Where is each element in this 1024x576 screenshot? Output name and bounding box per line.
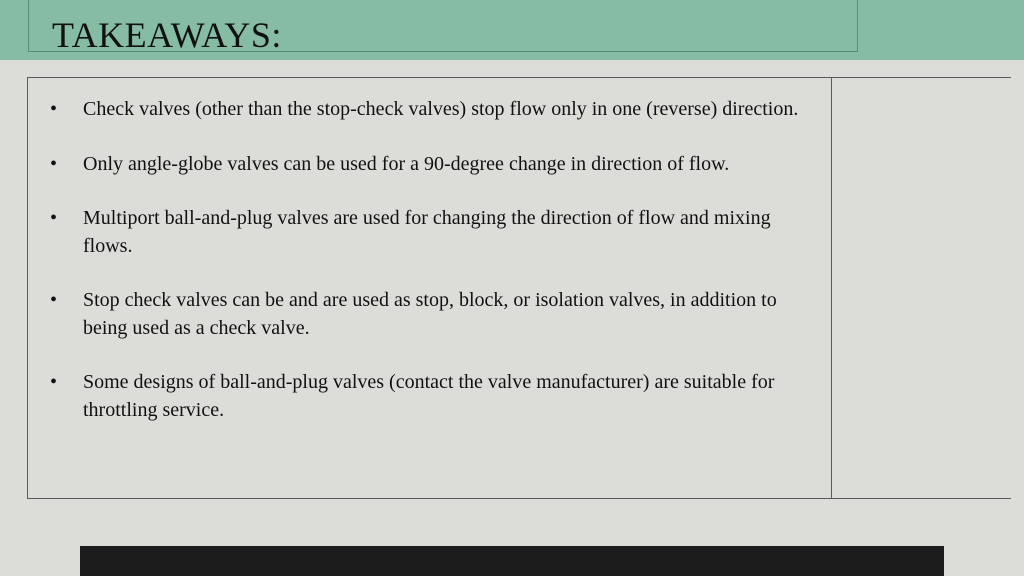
divider-line-top: [832, 77, 1011, 78]
bullet-marker: •: [50, 371, 58, 393]
list-item: [50, 287, 810, 342]
list-item: [50, 96, 810, 124]
footer-bar: [80, 546, 944, 576]
list-item: [50, 205, 810, 260]
bullet-text: Stop check valves can be and are used as stop, block, or isolation valves, in addition to being used as a check valve.: [83, 289, 777, 339]
slide-title: TAKEAWAYS:: [52, 15, 282, 55]
bullet-marker: •: [50, 152, 58, 175]
list-item: [50, 151, 810, 179]
bullet-text: Check valves (other than the stop-check valves) stop flow only in one (reverse) direction.: [83, 98, 799, 120]
takeaways-list: [50, 96, 810, 451]
bullet-marker: •: [50, 207, 58, 229]
bullet-text: Some designs of ball-and-plug valves (contact the valve manufacturer) are suitable for throttling service.: [83, 371, 775, 421]
divider-line-bottom: [832, 498, 1011, 499]
bullet-marker: •: [50, 98, 58, 120]
bullet-marker: •: [50, 289, 58, 311]
list-item: [50, 369, 810, 424]
bullet-text: Multiport ball-and-plug valves are used for changing the direction of flow and mixing flows.: [83, 207, 771, 257]
bullet-text: Only angle-globe valves can be used for a 90-degree change in direction of flow.: [83, 152, 730, 175]
